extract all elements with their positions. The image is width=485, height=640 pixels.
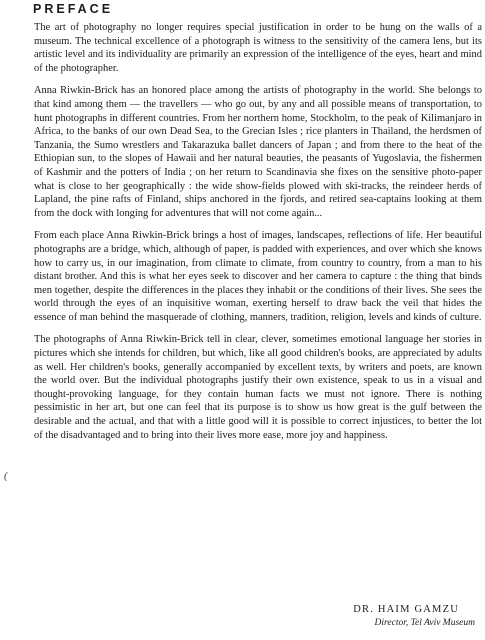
paragraph-4: The photographs of Anna Riwkin-Brick tell in clear, clever, sometimes emotional language her stories in pictures which she intends for children, but which, like all good children's books, are appreciated by adults as well. Her children's books, generally accompanied by excellent texts, by writers and poets, are known the world over. But the individual photographs justify their own existence, speak to us in a visual and thought-provoking language, for they contain human facts we must not ignore. There is nothing pessimistic in her art, but one can feel that its purpose is to show us how great is the gulf between the desirable and the actual, and that with a little good will it is possible to correct injustices, to better the lot of the disadvantaged and to bring into their lives more ease, more joy and happiness. [34,334,482,441]
signature-block [353,604,475,628]
page-title: PREFACE [33,2,114,16]
signature-title: Director, Tel Aviv Museum [374,618,475,628]
signature-name: DR. HAIM GAMZU [353,604,459,615]
paragraph-3: From each place Anna Riwkin-Brick brings a host of images, landscapes, reflections of life. Her beautiful photographs are a bridge, which, although of paper, is padded with experiences, and over which she knows how to carry us, in our imagination, from climate to climate, from country to country, from a man to his distant brother. And this is what her eyes seek to discover and her camera to capture : the thing that binds men together, despite the differences in the places they inhabit or the conditions of their lives. She sees the world through the eyes of an inquisitive woman, exerting herself to draw back the veil that hides the essence of man behind the masquerade of clothing, manners, tradition, religion, levels and kinds of culture. [34,230,482,323]
paragraph-1: The art of photography no longer requires special justification in order to be hung on the walls of a museum. The technical excellence of a photograph is witness to the sensitivity of the camera lens, but its artistic level and its individuality are primarily an expression of the intelligence of the eyes, heart and mind of the photographer. [34,22,482,74]
margin-mark: ( [4,470,8,482]
paragraph-2: Anna Riwkin-Brick has an honored place among the artists of photography in the world. She belongs to that kind among them — the travellers — who go out, by any and all possible means of transportation, to hunt photographs in different countries. From her northern home, Stockholm, to the peak of Kilimanjaro in Africa, to the banks of our own Dead Sea, to the Grecian Isles ; rice planters in Thailand, the herdsmen of Tanzania, the Sumo wrestlers and Takarazuka ballet dancers of Japan ; and from there to the heat of the Ethiopian sun, to the slopes of Hawaii and her natural beauties, the peasants of Yugoslavia, the fishermen of Kashmir and the potters of India ; on her return to Scandinavia she fixes on the sensitive photo-paper what is close to her geographically : the wide show-fields plowed with ski-tracks, the reindeer herds of Lapland, the pine rafts of Finland, ships anchored in the fjords, and retired sea-captains looking at them from the dock with longing for adventures that will not come again... [34,85,482,219]
preface-body [34,21,482,451]
